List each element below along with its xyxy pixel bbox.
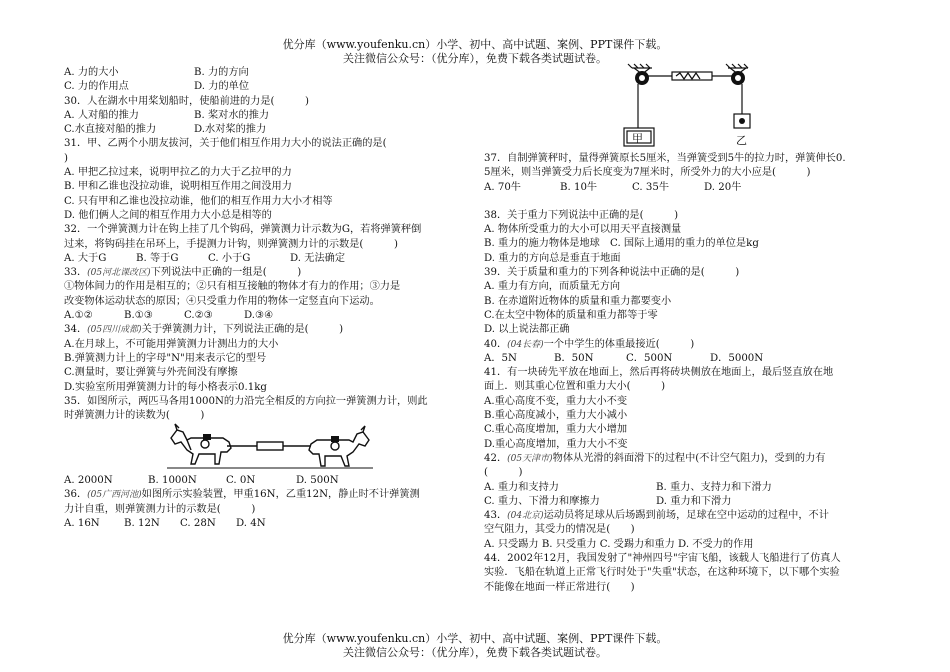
q33-source: (05河北课改区) <box>87 268 151 279</box>
q40-option-a: A．5N <box>484 352 517 364</box>
q39-option-c: C.在太空中物体的质量和重力都等于零 <box>484 309 658 321</box>
q29-options-row1 <box>64 66 474 80</box>
left-column-bottom <box>64 474 474 531</box>
q32-option-b: B. 等于G <box>136 252 179 264</box>
pulley-spring-scale-figure <box>612 62 762 150</box>
q30-option-a: A. 人对船的推力 <box>64 109 139 121</box>
page-footer <box>0 632 950 660</box>
q41-stem-line2: 面上．则其重心位置和重力大小( ) <box>484 381 666 393</box>
q30-stem: 30．人在湖水中用桨划船时，使船前进的力是( ) <box>64 95 310 107</box>
q42-options-row2 <box>484 495 904 509</box>
q43-number: 43． <box>484 510 508 522</box>
q30-option-c: C.水直接对船的推力 <box>64 124 157 136</box>
q42-number: 42． <box>484 452 508 464</box>
q35-option-c: C. 0N <box>226 475 256 486</box>
q35-stem-line1: 35．如图所示，两匹马各用1000N的力沿完全相反的方向拉一弹簧测力计，则此 <box>64 395 428 407</box>
q33-line2: 改变物体运动状态的原因；④只受重力作用的物体一定竖直向下运动。 <box>64 295 380 307</box>
q44-stem-line2: 实验．飞船在轨道上正常飞行时处于"失重"状态，在这种环境下，以下哪个实验 <box>484 567 840 579</box>
q34-source: (05四川成都) <box>87 325 142 336</box>
q36-source: (05广西河池) <box>87 490 142 501</box>
q42-option-d: D. 重力和下滑力 <box>656 495 732 507</box>
q33-option-b: B.①③ <box>124 310 153 322</box>
q40-option-c: C．500N <box>626 352 673 364</box>
q34-number: 34． <box>64 324 88 336</box>
q40-option-b: B．50N <box>554 352 594 364</box>
q36-option-d: D. 4N <box>236 517 266 529</box>
q39-option-b: B. 在赤道附近物体的质量和重力都要变小 <box>484 295 672 307</box>
q39-stem: 39．关于质量和重力的下列各种说法中正确的是( ) <box>484 267 740 279</box>
header-line-1: 优分库（www.youfenku.cn）小学、初中、高中试题、案例、PPT课件下载。 <box>282 38 668 51</box>
q33-stem <box>64 266 474 280</box>
spacer <box>484 195 904 209</box>
q31-option-b: B. 甲和乙谁也没拉动谁，说明相互作用之间没用力 <box>64 181 292 193</box>
q29-option-d: D. 力的单位 <box>194 81 250 93</box>
q42-text: 物体从光滑的斜面滑下的过程中(不计空气阻力)，受到的力有 <box>552 452 826 464</box>
q32-stem-line1: 32．一个弹簧测力计在钩上挂了几个钩码，弹簧测力计示数为G，若将弹簧秤倒 <box>64 224 422 236</box>
q33-options <box>64 309 474 323</box>
footer-line-1: 优分库（www.youfenku.cn）小学、初中、高中试题、案例、PPT课件下载。 <box>282 632 668 645</box>
q36-stem-line1 <box>64 488 474 502</box>
q34-option-a: A.在月球上，不可能用弹簧测力计测出力的大小 <box>64 338 279 350</box>
q37-option-b: B. 10牛 <box>560 181 598 193</box>
q37-stem-line2: 5厘米，则当弹簧受力后长度变为7厘米时，所受外力的大小应是( ) <box>484 167 811 179</box>
q33-number: 33． <box>64 267 88 279</box>
q35-option-d: D. 500N <box>296 475 339 486</box>
q40-number: 40． <box>484 338 508 350</box>
q32-stem-line2: 过来，将钩码挂在吊环上，手提测力计钩，则弹簧测力计的示数是( ) <box>64 238 398 250</box>
q32-option-c: C. 小于G <box>208 252 251 264</box>
q39-option-d: D. 以上说法都正确 <box>484 324 570 336</box>
q40-stem <box>484 338 904 352</box>
q34-option-c: C.测量时，要让弹簧与外壳间没有摩擦 <box>64 367 238 379</box>
q32-option-a: A. 大于G <box>64 252 107 264</box>
q40-options <box>484 352 904 366</box>
q35-stem-line2: 时弹簧测力计的读数为( ) <box>64 410 205 422</box>
q43-text: 运动员将足球从后场踢到前场，足球在空中运动的过程中，不计 <box>543 510 829 522</box>
q41-option-b: B.重心高度减小，重力大小减小 <box>484 410 628 422</box>
q42-stem-line2: ( ) <box>484 467 523 479</box>
q42-source: (05天津市) <box>507 453 553 464</box>
q43-stem-line2: 空气阻力，其受力的情况是( ) <box>484 524 635 536</box>
q33-option-d: D.③④ <box>244 310 274 322</box>
q42-options-row1 <box>484 481 904 495</box>
q36-stem-line2: 力计自重，则弹簧测力计的示数是( ) <box>64 503 256 515</box>
page-header <box>0 38 950 66</box>
q32-options <box>64 252 474 266</box>
header-line-2: 关注微信公众号：（优分库），免费下载各类试题试卷。 <box>343 52 607 65</box>
footer-line-2: 关注微信公众号：（优分库），免费下载各类试题试卷。 <box>343 646 607 659</box>
q34-text: 关于弹簧测力计，下列说法正确的是( ) <box>141 324 344 336</box>
horses-pulling-spring-scale-figure <box>165 420 375 472</box>
q31-option-a: A. 甲把乙拉过来，说明甲拉乙的力大于乙拉甲的力 <box>64 167 292 179</box>
q30-options-row2 <box>64 123 474 137</box>
q40-text: 一个中学生的体重最接近( ) <box>543 338 695 350</box>
q36-options <box>64 517 474 531</box>
q36-number: 36． <box>64 489 88 501</box>
q31-option-c: C. 只有甲和乙谁也没拉动谁，他们的相互作用力大小才相等 <box>64 195 333 207</box>
q40-source: (04长春) <box>507 339 544 350</box>
q30-option-d: D.水对桨的推力 <box>194 124 267 136</box>
q41-option-c: C.重心高度增加，重力大小增加 <box>484 424 628 436</box>
left-column <box>64 66 474 423</box>
q35-option-b: B. 1000N <box>148 475 197 486</box>
q41-stem-line1: 41．有一块砖先平放在地面上，然后再将砖块侧放在地面上，最后竖直放在地 <box>484 367 834 379</box>
q44-stem-line3: 不能像在地面一样正常进行( ) <box>484 581 635 593</box>
q38-option-d: D. 重力的方向总是垂直于地面 <box>484 252 621 264</box>
q36-option-c: C. 28N <box>180 517 216 529</box>
q29-options-row2 <box>64 80 474 94</box>
q33-option-c: C.②③ <box>184 310 213 322</box>
q43-options: A. 只受踢力 B. 只受重力 C. 受踢力和重力 D. 不受力的作用 <box>484 538 754 550</box>
q42-option-b: B. 重力、支持力和下滑力 <box>656 481 772 493</box>
q36-text: 如图所示实验装置，甲重16N，乙重12N，静止时不计弹簧测 <box>141 489 420 501</box>
q35-option-a: A. 2000N <box>64 475 113 486</box>
q41-option-a: A.重心高度不变，重力大小不变 <box>484 395 628 407</box>
q42-option-c: C. 重力、下滑力和摩擦力 <box>484 495 600 507</box>
q33-text: 下列说法中正确的一组是( ) <box>150 267 302 279</box>
q38-option-a: A. 物体所受重力的大小可以用天平直接测量 <box>484 224 682 236</box>
q38-option-bc: B. 重力的施力物体是地球 C. 国际上通用的重力的单位是kg <box>484 238 759 250</box>
q42-option-a: A. 重力和支持力 <box>484 481 559 493</box>
q37-stem-line1: 37．自制弹簧秤时，量得弹簧原长5厘米，当弹簧受到5牛的拉力时，弹簧伸长0. <box>484 153 846 164</box>
q36-option-b: B. 12N <box>124 517 160 529</box>
q32-option-d: D. 无法确定 <box>290 252 346 264</box>
q33-option-a: A.①② <box>64 310 93 322</box>
q33-line1: ①物体间力的作用是相互的；②只有相互接触的物体才有力的作用；③力是 <box>64 281 401 293</box>
right-column <box>484 152 904 595</box>
label-jia: 甲 <box>632 132 643 145</box>
q31-stem-line2: ) <box>64 152 68 164</box>
q41-option-d: D.重心高度增加，重力大小不变 <box>484 438 628 450</box>
q31-option-d: D. 他们俩人之间的相互作用力大小总是相等的 <box>64 209 272 221</box>
q36-option-a: A. 16N <box>64 517 100 529</box>
q34-stem <box>64 323 474 337</box>
q37-option-a: A. 70牛 <box>484 181 521 193</box>
q39-option-a: A. 重力有方向，而质量无方向 <box>484 281 621 293</box>
q40-option-d: D．5000N <box>710 352 764 364</box>
q38-stem: 38．关于重力下列说法中正确的是( ) <box>484 209 679 221</box>
q43-source: (04北京) <box>507 511 544 522</box>
q30-option-b: B. 桨对水的推力 <box>194 109 270 121</box>
q43-stem-line1 <box>484 509 904 523</box>
q30-options-row1 <box>64 109 474 123</box>
q31-stem-line1: 31．甲、乙两个小朋友拔河，关于他们相互作用力大小的说法正确的是( <box>64 138 387 150</box>
q34-option-d: D.实验室所用弹簧测力计的每小格表示0.1kg <box>64 381 267 393</box>
label-yi: 乙 <box>736 134 747 147</box>
q34-option-b: B.弹簧测力计上的字母"N"用来表示它的型号 <box>64 352 267 364</box>
q42-stem-line1 <box>484 452 904 466</box>
q37-option-c: C. 35牛 <box>632 181 670 193</box>
q29-option-a: A. 力的大小 <box>64 67 119 78</box>
q37-options <box>484 181 904 195</box>
q35-options <box>64 474 474 488</box>
q29-option-b: B. 力的方向 <box>194 67 249 78</box>
q44-stem-line1: 44．2002年12月，我国发射了"神州四号"宇宙飞船，该载人飞船进行了仿真人 <box>484 553 841 565</box>
q29-option-c: C. 力的作用点 <box>64 81 129 93</box>
q37-option-d: D. 20牛 <box>704 181 742 193</box>
